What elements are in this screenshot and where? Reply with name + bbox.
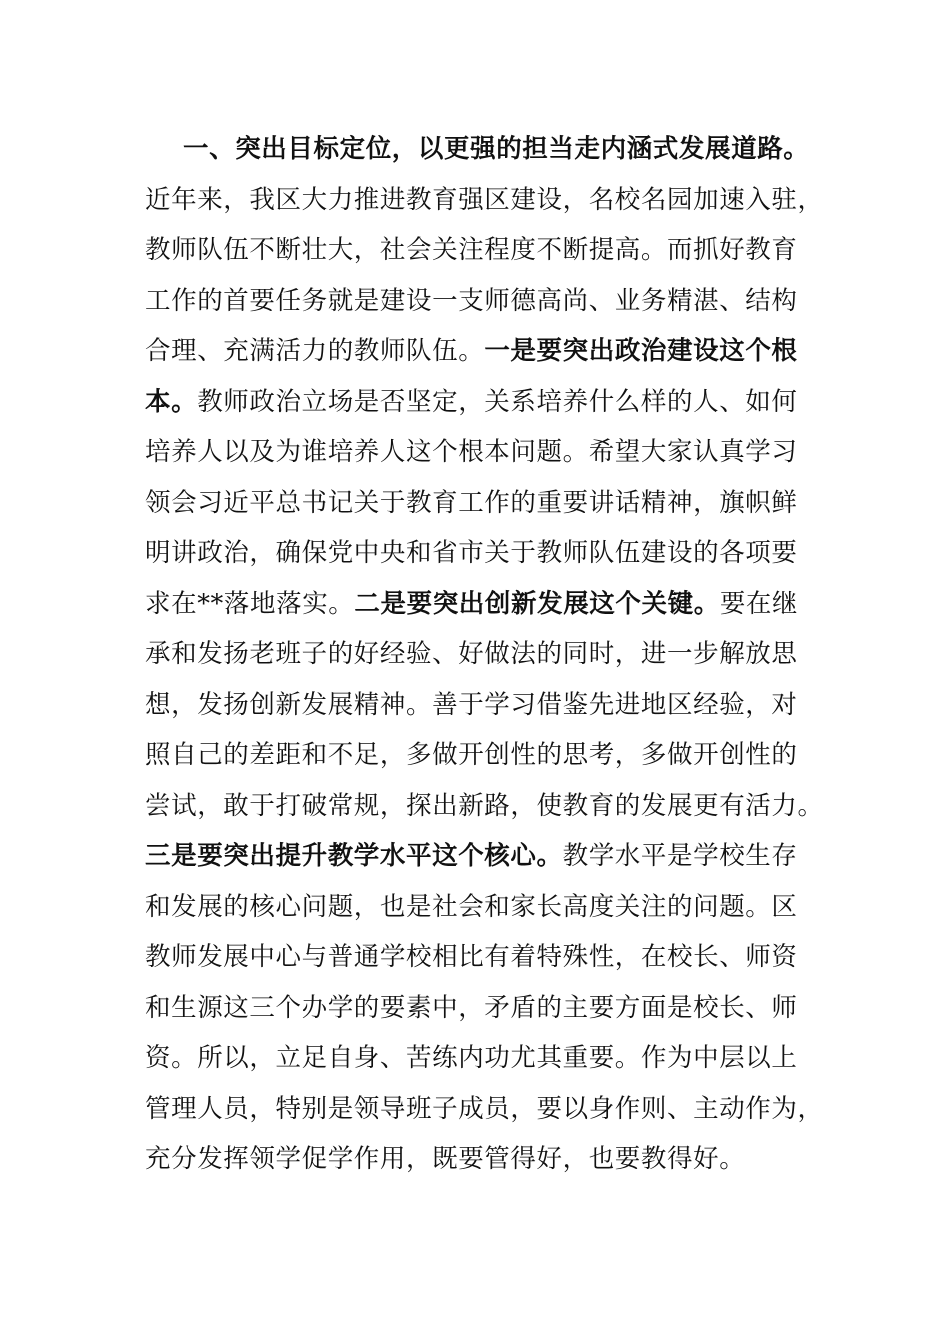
body-text-line: [145, 983, 807, 1034]
body-text-line: [145, 225, 807, 276]
body-text: 求在**落地落实。: [145, 588, 355, 619]
body-text-line: [145, 831, 807, 882]
body-text-line: [145, 377, 807, 428]
bold-emphasis-text: 一是要突出政治建设这个根: [484, 336, 798, 366]
body-text: 教师队伍不断壮大，社会关注程度不断提高。而抓好教育: [145, 235, 798, 265]
body-text: 和发展的核心问题，也是社会和家长高度关注的问题。区: [145, 891, 798, 922]
body-text: 想，发扬创新发展精神。善于学习借鉴先进地区经验，对: [145, 689, 798, 720]
body-text: 明讲政治，确保党中央和省市关于教师队伍建设的各项要: [145, 538, 798, 568]
body-text-line: [145, 427, 807, 478]
bold-emphasis-text: 本。: [145, 386, 198, 417]
body-text-line: [145, 781, 824, 832]
body-text: 教学水平是学校生存: [562, 841, 798, 871]
body-text-line: [145, 629, 807, 680]
section-heading: [145, 124, 810, 175]
body-text: 照自己的差距和不足，多做开创性的思考，多做开创性的: [145, 740, 798, 770]
body-text: 领会习近平总书记关于教育工作的重要讲话精神，旗帜鲜: [145, 487, 798, 518]
body-text: 尝试，敢于打破常规，探出新路，使教育的发展更有活力。: [145, 790, 824, 821]
body-text: 要在继: [719, 588, 799, 619]
body-text-line: [145, 1084, 824, 1135]
body-text-line: [145, 882, 807, 933]
body-text-line: [145, 175, 824, 226]
body-text-line: [145, 932, 807, 983]
body-text-line: [145, 579, 807, 630]
body-text: 承和发扬老班子的好经验、好做法的同时，进一步解放思: [145, 639, 798, 669]
body-text-line: [145, 1033, 807, 1084]
body-text-line: [145, 478, 807, 529]
body-text-line: [145, 730, 807, 781]
bold-emphasis-text: 三是要突出提升教学水平这个核心。: [145, 841, 563, 871]
body-text: 工作的首要任务就是建设一支师德高尚、业务精湛、结构: [145, 285, 798, 316]
body-text: 管理人员，特别是领导班子成员，要以身作则、主动作为，: [145, 1093, 824, 1124]
document-body: [145, 124, 824, 1185]
bold-emphasis-text: 二是要突出创新发展这个关键。: [354, 588, 720, 619]
body-text: 充分发挥领学促学作用，既要管得好，也要教得好。: [145, 1144, 746, 1174]
body-text-line: [145, 276, 807, 327]
body-text: 教师政治立场是否坚定，关系培养什么样的人、如何: [197, 386, 798, 417]
body-text-line: [145, 680, 807, 731]
body-text: 培养人以及为谁培养人这个根本问题。希望大家认真学习: [145, 437, 798, 467]
body-text-line: [145, 1134, 807, 1185]
body-text: 合理、充满活力的教师队伍。: [145, 336, 485, 366]
body-text: 近年来，我区大力推进教育强区建设，名校名园加速入驻，: [145, 184, 824, 215]
body-text: 资。所以，立足自身、苦练内功尤其重要。作为中层以上: [145, 1043, 798, 1073]
body-text: 和生源这三个办学的要素中，矛盾的主要方面是校长、师: [145, 992, 798, 1023]
bold-emphasis-text: 一、突出目标定位，以更强的担当走内涵式发展道路。: [183, 134, 810, 164]
body-text: 教师发展中心与普通学校相比有着特殊性，在校长、师资: [145, 942, 798, 972]
body-text-line: [145, 326, 807, 377]
body-text-line: [145, 528, 807, 579]
